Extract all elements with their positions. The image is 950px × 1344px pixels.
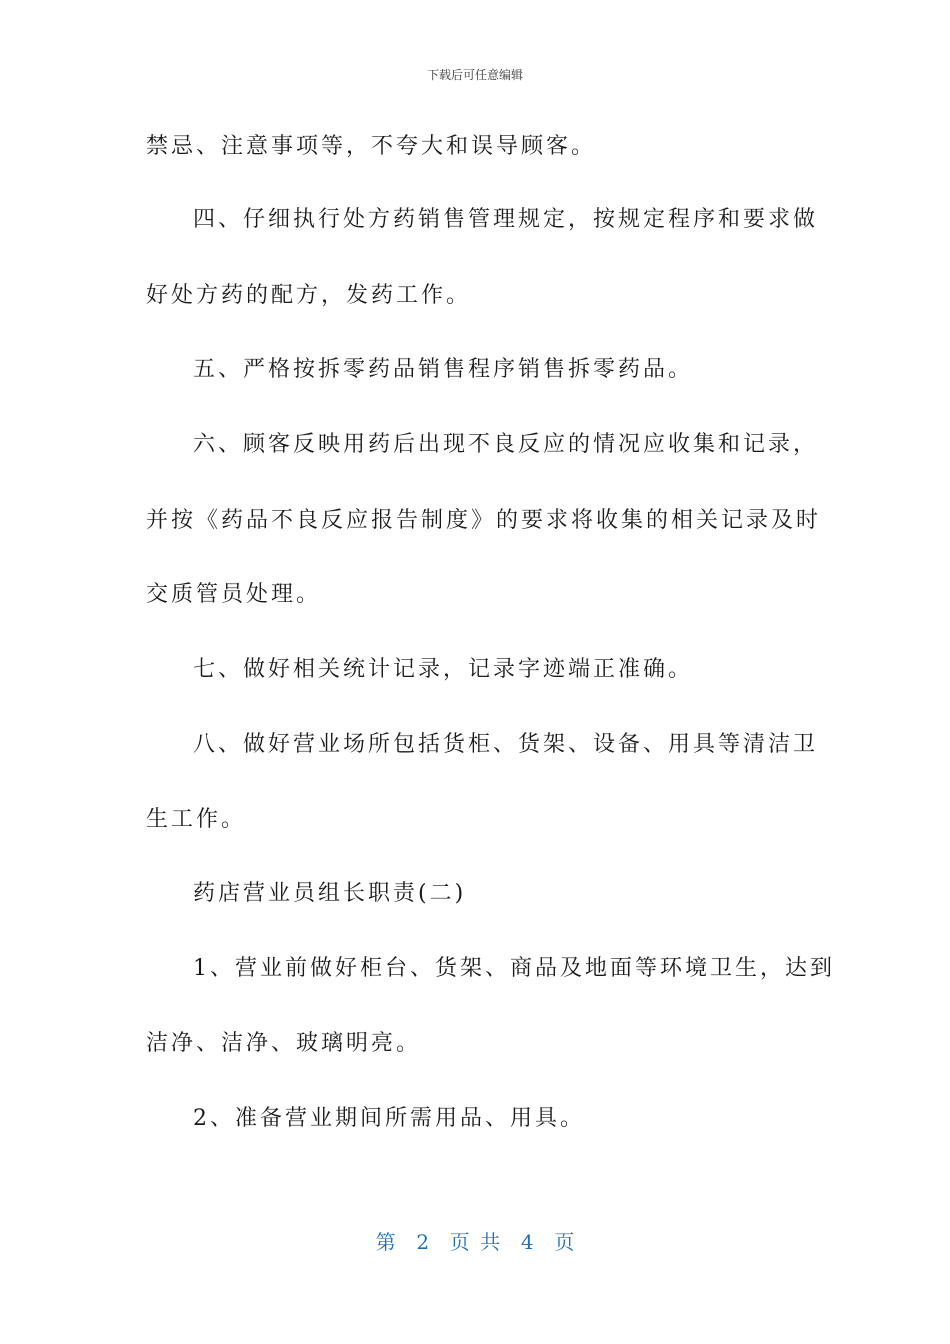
body-line-12: 1、营业前做好柜台、货架、商品及地面等环境卫生，达到 (193, 956, 835, 981)
body-line-14: 2、准备营业期间所需用品、用具。 (193, 1106, 585, 1131)
body-line-10: 生工作。 (146, 807, 247, 832)
body-line-7: 交质管员处理。 (146, 582, 322, 607)
body-line-6: 并按《药品不良反应报告制度》的要求将收集的相关记录及时 (146, 508, 822, 533)
page-header: 下载后可任意编辑 (426, 68, 523, 82)
body-line-1: 禁忌、注意事项等，不夸大和误导顾客。 (146, 134, 597, 159)
body-line-3: 好处方药的配方，发药工作。 (146, 283, 472, 308)
body-line-8: 七、做好相关统计记录，记录字迹端正准确。 (193, 657, 694, 682)
body-line-2: 四、仔细执行处方药销售管理规定，按规定程序和要求做 (193, 207, 819, 232)
body-line-5: 六、顾客反映用药后出现不良反应的情况应收集和记录， (193, 432, 819, 457)
body-line-9: 八、做好营业场所包括货柜、货架、设备、用具等清洁卫 (193, 732, 819, 757)
body-line-13: 洁净、洁净、玻璃明亮。 (146, 1031, 422, 1056)
page-number-footer: 第 2 页 共 4 页 (375, 1230, 575, 1254)
body-line-4: 五、严格按拆零药品销售程序销售拆零药品。 (193, 357, 694, 382)
section-heading: 药店营业员组长职责(二) (193, 881, 467, 906)
